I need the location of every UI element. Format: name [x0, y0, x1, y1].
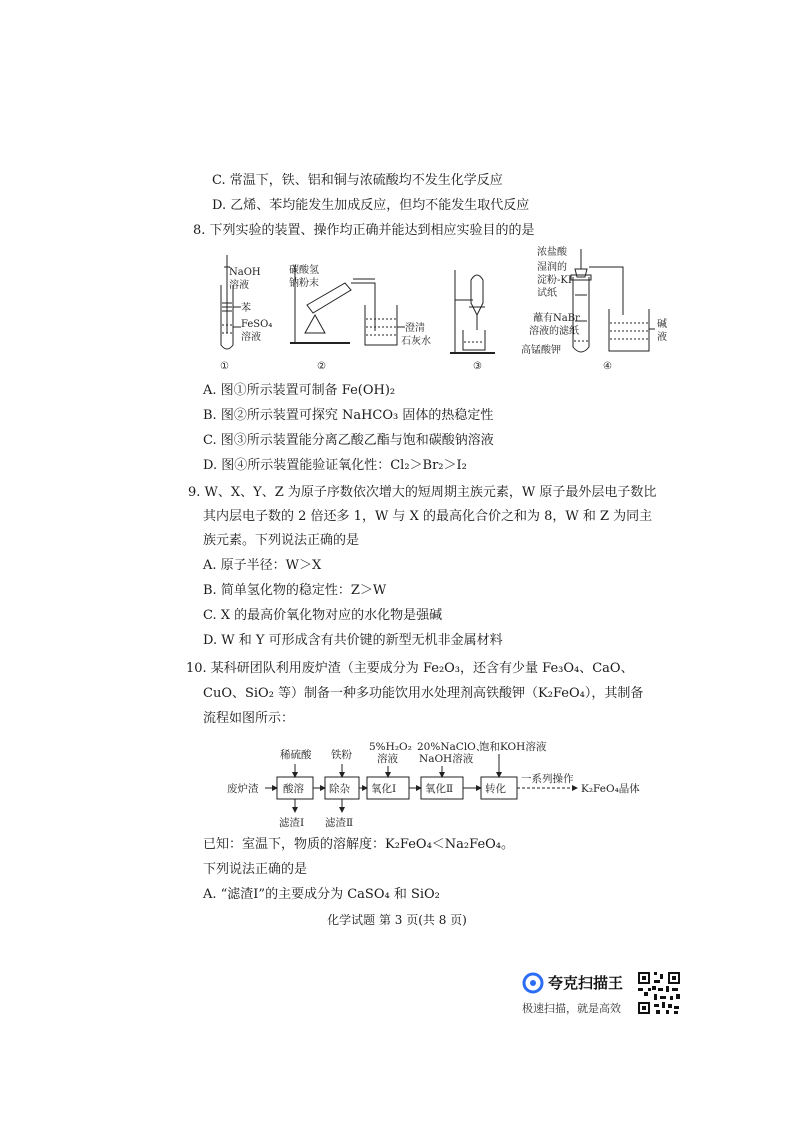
q9-option-a: A. 原子半径：W＞X — [203, 558, 322, 573]
fig2-heating-setup — [290, 265, 405, 345]
flow-box-label-ox2: 氧化Ⅱ — [425, 783, 454, 795]
apparatus-diagram — [205, 245, 675, 375]
q9-stem-3: 族元素。下列说法正确的是 — [203, 533, 360, 548]
q7-option-d: D. 乙烯、苯均能发生加成反应，但均不能发生取代反应 — [212, 198, 530, 213]
fig4-base-label-2: 液 — [657, 332, 667, 343]
flow-box-label-acid: 酸溶 — [283, 783, 304, 795]
q9-option-d: D. W 和 Y 可形成含有共价键的新型无机非金属材料 — [203, 633, 503, 648]
flow-input-naoh: NaOH溶液 — [419, 753, 474, 765]
q8-option-d: D. 图④所示装置能验证氧化性：Cl₂＞Br₂＞I₂ — [203, 458, 467, 473]
fig2-nahco3-label: 碳酸氢 — [289, 265, 319, 276]
fig4-number: ④ — [603, 361, 612, 372]
q8-option-c: C. 图③所示装置能分离乙酸乙酯与饱和碳酸钠溶液 — [203, 433, 494, 448]
page-footer: 化学试题 第 3 页(共 8 页) — [327, 913, 467, 927]
q8-option-b: B. 图②所示装置可探究 NaHCO₃ 固体的热稳定性 — [203, 408, 494, 423]
flow-input-h2so4: 稀硫酸 — [280, 749, 312, 761]
flow-input-h2o2: 5%H₂O₂ — [369, 741, 412, 753]
process-flowchart — [225, 740, 665, 832]
fig3-number: ③ — [473, 361, 482, 372]
fig2-lime-label: 澄清 — [405, 323, 425, 334]
fig2-nahco3-label-2: 钠粉末 — [289, 278, 319, 289]
q10-stem-1: 10. 某科研团队利用废炉渣（主要成分为 Fe₂O₃，还含有少量 Fe₃O₄、CaO、 — [186, 661, 634, 676]
fig2-lime-label-2: 石灰水 — [401, 336, 431, 347]
flow-output-residue1: 滤渣Ⅰ — [279, 817, 305, 829]
flow-box-label-convert: 转化 — [485, 783, 506, 795]
q9-option-c: C. X 的最高价氧化物对应的水化物是强碱 — [203, 608, 443, 623]
fig4-kmno4-label: 高锰酸钾 — [521, 345, 561, 356]
q9-stem-1: 9. W、X、Y、Z 为原子序数依次增大的短周期主族元素，W 原子最外层电子数比 — [188, 485, 657, 500]
fig1-number: ① — [220, 361, 229, 372]
fig4-nabr-label-2: 溶液的滤纸 — [529, 326, 579, 337]
q9-option-b: B. 简单氢化物的稳定性：Z＞W — [203, 583, 387, 598]
flow-output-residue2: 滤渣Ⅱ — [325, 817, 354, 829]
quark-logo-icon — [522, 972, 544, 994]
fig4-oxidation-setup — [571, 249, 655, 352]
flow-start-label: 废炉渣 — [227, 783, 259, 795]
flow-input-naclo: 20%NaClO、 — [417, 741, 487, 753]
flow-box-label-purify: 除杂 — [329, 783, 350, 795]
fig4-ki-label-3: 试纸 — [537, 288, 557, 299]
q9-stem-2: 其内层电子数的 2 倍还多 1，W 与 X 的最高化合价之和为 8，W 和 Z 为同主 — [203, 509, 653, 524]
fig4-base-label: 碱 — [657, 319, 667, 330]
q10-stem-3: 流程如图所示： — [203, 711, 295, 726]
flow-input-h2o2-2: 溶液 — [377, 753, 398, 765]
watermark-slogan: 极速扫描，就是高效 — [522, 1002, 621, 1015]
q8-stem: 8. 下列实验的装置、操作均正确并能达到相应实验目的的是 — [193, 223, 535, 238]
q8-option-a: A. 图①所示装置可制备 Fe(OH)₂ — [203, 383, 396, 398]
fig4-ki-label-2: 淀粉-KI — [537, 275, 572, 286]
fig4-hcl-label: 浓盐酸 — [537, 247, 567, 258]
flow-op-label: 一系列操作 — [521, 773, 574, 785]
q10-stem-2: CuO、SiO₂ 等）制备一种多功能饮用水处理剂高铁酸钾（K₂FeO₄），其制备 — [203, 686, 644, 701]
q10-known: 已知：室温下，物质的溶解度：K₂FeO₄＜Na₂FeO₄。 — [203, 837, 515, 852]
flow-input-fe: 铁粉 — [331, 749, 352, 761]
flow-box-label-ox1: 氧化Ⅰ — [371, 783, 397, 795]
fig3-separating-funnel — [450, 270, 495, 353]
fig1-feso4-label-2: 溶液 — [241, 332, 261, 343]
watermark-name: 夸克扫描王 — [548, 974, 624, 992]
scanner-watermark — [520, 970, 690, 1025]
fig1-naoh-label-2: 溶液 — [229, 280, 249, 291]
fig1-feso4-label: FeSO₄ — [241, 319, 273, 330]
fig2-number: ② — [317, 361, 326, 372]
fig1-naoh-label: NaOH — [229, 267, 261, 278]
fig4-ki-label: 湿润的 — [537, 262, 567, 273]
flow-product-label: K₂FeO₄晶体 — [581, 783, 640, 795]
q7-option-c: C. 常温下，铁、铝和铜与浓硫酸均不发生化学反应 — [212, 173, 503, 188]
fig4-nabr-label: 蘸有NaBr — [533, 313, 580, 324]
fig1-benzene-label: 苯 — [241, 303, 251, 314]
flow-input-koh: 饱和KOH溶液 — [479, 741, 547, 753]
qr-code-icon — [636, 970, 682, 1016]
q10-option-a: A. “滤渣Ⅰ”的主要成分为 CaSO₄ 和 SiO₂ — [203, 887, 440, 902]
q10-ask: 下列说法正确的是 — [203, 862, 308, 877]
